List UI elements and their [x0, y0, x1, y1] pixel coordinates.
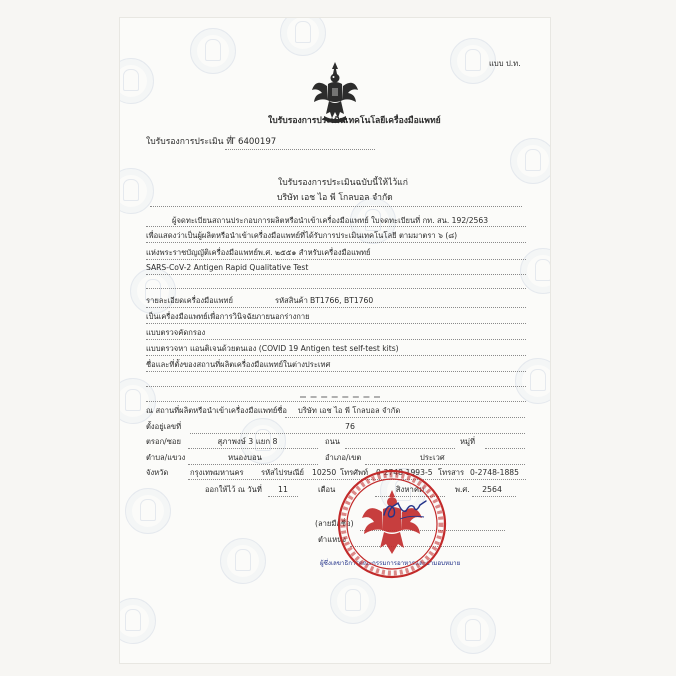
subdistrict-label: ตำบล/แขวง	[146, 453, 186, 462]
foreign-line-3	[146, 401, 526, 402]
road-line	[345, 448, 455, 449]
authority-text: ผู้ซึ่งเลขาธิการคณะกรรมการอาหารและยามอบหมาย	[320, 560, 461, 567]
document-title: ใบรับรองการประเมินเทคโนโลยีเครื่องมือแพทย์	[268, 116, 441, 126]
self-test-text: แบบตรวจหา แอนติเจนด้วยตนเอง (COVID 19 Antigen test self-test kits)	[146, 344, 399, 353]
issued-month: สิงหาคม	[395, 485, 425, 494]
sku-value: BT1766, BT1760	[310, 296, 374, 305]
location-name: บริษัท เอช ไอ พี โกลบอล จำกัด	[298, 406, 401, 415]
phone-label: โทรศัพท์	[340, 468, 368, 477]
address-no-label: ตั้งอยู่เลขที่	[146, 422, 182, 431]
self-test-line	[146, 355, 526, 356]
cert-no-label: ใบรับรองการประเมิน ที่	[146, 137, 232, 147]
para-3: แห่งพระราชบัญญัติเครื่องมือแพทย์พ.ศ. ๒๕๕๑ สำหรับเครื่องมือแพทย์	[146, 248, 371, 257]
issued-year-label: พ.ศ.	[455, 485, 470, 494]
fax-label: โทรสาร	[438, 468, 465, 477]
para-3-line	[146, 259, 526, 260]
issued-day: 11	[278, 485, 288, 494]
para-1-line	[146, 226, 526, 227]
cert-no-value: T 6400197	[230, 137, 277, 147]
certificate-sheet	[120, 18, 550, 663]
alley-line	[188, 448, 318, 449]
position-label: ตำแหน่ง	[318, 535, 346, 544]
official-seal-icon	[336, 468, 448, 580]
screening-line	[146, 339, 526, 340]
para-1: ผู้จดทะเบียนสถานประกอบการผลิตหรือนำเข้าเครื่องมือแพทย์ ใบจดทะเบียนที่ กท. สน. 192/2563	[172, 216, 489, 225]
address-no-line	[190, 433, 525, 434]
moo-line	[485, 448, 525, 449]
details-line	[146, 307, 526, 308]
purpose-line	[146, 323, 526, 324]
company-underline	[150, 206, 522, 207]
correction-mark	[300, 396, 380, 398]
signature-icon	[380, 497, 430, 523]
subdistrict-value: หนองบอน	[228, 453, 262, 462]
product-line	[146, 274, 526, 275]
signature-label: (ลายมือชื่อ)	[315, 519, 354, 528]
cert-no-underline	[225, 149, 375, 150]
province-label: จังหวัด	[146, 468, 169, 477]
foreign-line-2	[146, 386, 526, 387]
form-code: แบบ ป.ท.	[489, 59, 521, 68]
location-label: ณ สถานที่ผลิตหรือนำเข้าเครื่องมือแพทย์ชื่อ	[146, 406, 287, 415]
issued-day-line	[268, 496, 298, 497]
issued-to-label: ใบรับรองการประเมินฉบับนี้ให้ไว้แก่	[278, 178, 408, 188]
issued-month-label: เดือน	[318, 485, 336, 494]
para-2: เพื่อแสดงว่าเป็นผู้ผลิตหรือนำเข้าเครื่องมือแพทย์ที่ได้รับการประเมินเทคโนโลยี ตามมาตรา ๖ (๘)	[146, 231, 458, 240]
address-no-value: 76	[345, 422, 355, 431]
postcode-label: รหัสไปรษณีย์	[261, 468, 304, 477]
fax-value: 0-2748-1885	[470, 468, 519, 477]
district-label: อำเภอ/เขต	[325, 453, 362, 462]
province-value: กรุงเทพมหานคร	[190, 468, 244, 477]
road-label: ถนน	[325, 437, 340, 446]
issued-year-line	[472, 496, 516, 497]
company-name: บริษัท เอช ไอ พี โกลบอล จำกัด	[277, 193, 393, 203]
details-label: รายละเอียดเครื่องมือแพทย์	[146, 296, 234, 305]
sku-label: รหัสสินค้า	[275, 296, 308, 305]
district-value: ประเวศ	[420, 453, 445, 462]
blank-line	[146, 288, 526, 289]
moo-label: หมู่ที่	[460, 437, 476, 446]
alley-label: ตรอก/ซอย	[146, 437, 181, 446]
issued-label: ออกให้ไว้ ณ วันที่	[205, 485, 262, 494]
postcode-value: 10250	[312, 468, 337, 477]
foreign-line-1	[146, 371, 526, 372]
screening-text: แบบตรวจคัดกรอง	[146, 328, 206, 337]
para-2-line	[146, 242, 526, 243]
product-name: SARS-CoV-2 Antigen Rapid Qualitative Test	[146, 263, 309, 272]
alley-value: สุภาพงษ์ 3 แยก 8	[217, 437, 278, 446]
foreign-site-label: ชื่อและที่ตั้งของสถานที่ผลิตเครื่องมือแพทย์ในต่างประเทศ	[146, 360, 331, 369]
district-line	[365, 464, 525, 465]
issued-year: 2564	[482, 485, 502, 494]
purpose-text: เป็นเครื่องมือแพทย์เพื่อการวินิจฉัยภายนอกร่างกาย	[146, 312, 310, 321]
location-line	[285, 417, 525, 418]
phone-value: 0-2748-1993-5	[376, 468, 433, 477]
subdistrict-line	[188, 464, 318, 465]
